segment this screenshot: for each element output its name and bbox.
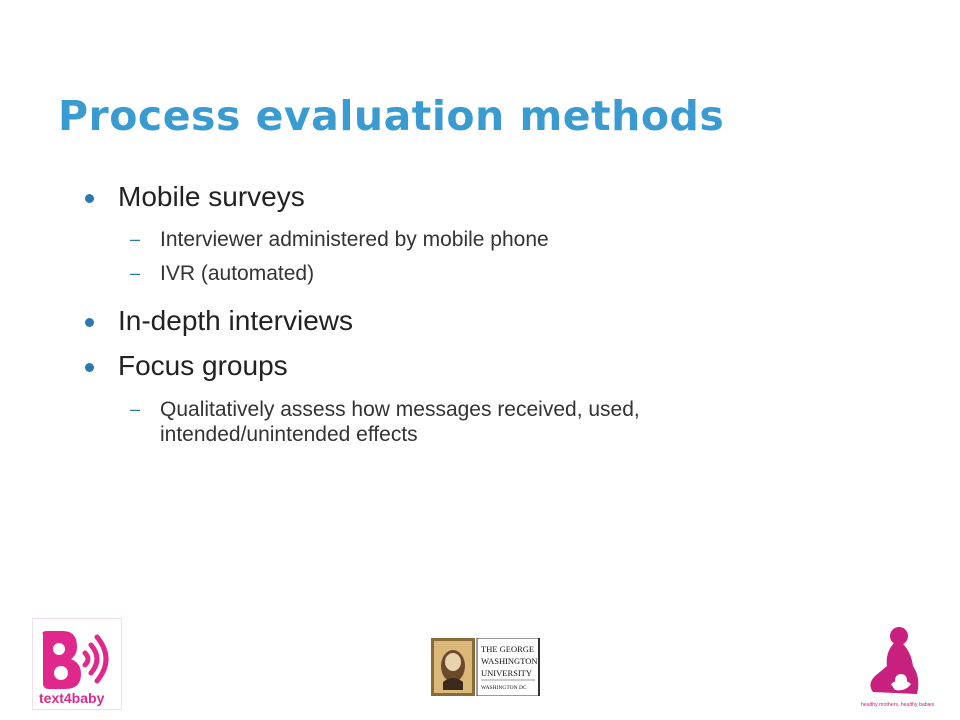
bullet-dot-icon	[85, 194, 94, 203]
slide-title: Process evaluation methods	[58, 92, 725, 140]
text4baby-logo	[32, 618, 122, 710]
sub-bullet-label: IVR (automated)	[160, 262, 315, 285]
healthy-mothers-logo	[855, 622, 935, 712]
bullet-label: Focus groups	[118, 350, 288, 381]
bullet-item	[118, 305, 353, 337]
bullet-label: In-depth interviews	[118, 305, 354, 336]
mother-baby-icon	[855, 622, 935, 712]
dash-icon: –	[130, 229, 141, 249]
gwu-seal-icon	[431, 638, 541, 696]
dash-icon: –	[130, 399, 141, 419]
sub-bullet-label: Interviewer administered by mobile phone	[160, 228, 549, 251]
sub-bullet-item	[130, 397, 800, 447]
sub-bullet-label: Qualitatively assess how messages received, used, intended/unintended effects	[160, 398, 640, 446]
svg-text:THE GEORGE: THE GEORGE	[481, 644, 535, 654]
svg-text:UNIVERSITY: UNIVERSITY	[481, 668, 532, 678]
sub-bullet-item	[130, 227, 860, 252]
bullet-dot-icon	[85, 363, 94, 372]
sub-bullet-item	[130, 261, 860, 286]
svg-text:WASHINGTON: WASHINGTON	[481, 656, 538, 666]
svg-text:healthy mothers, healthy babie: healthy mothers, healthy babies	[861, 702, 935, 708]
bullet-label: Mobile surveys	[118, 181, 305, 212]
text4baby-logo-icon	[33, 619, 121, 709]
dash-icon: –	[130, 263, 141, 283]
svg-text:WASHINGTON DC: WASHINGTON DC	[481, 685, 527, 691]
bullet-item	[118, 181, 305, 213]
gwu-logo	[431, 638, 541, 696]
bullet-item	[118, 350, 288, 382]
bullet-dot-icon	[85, 318, 94, 327]
svg-text:text4baby: text4baby	[39, 690, 105, 706]
